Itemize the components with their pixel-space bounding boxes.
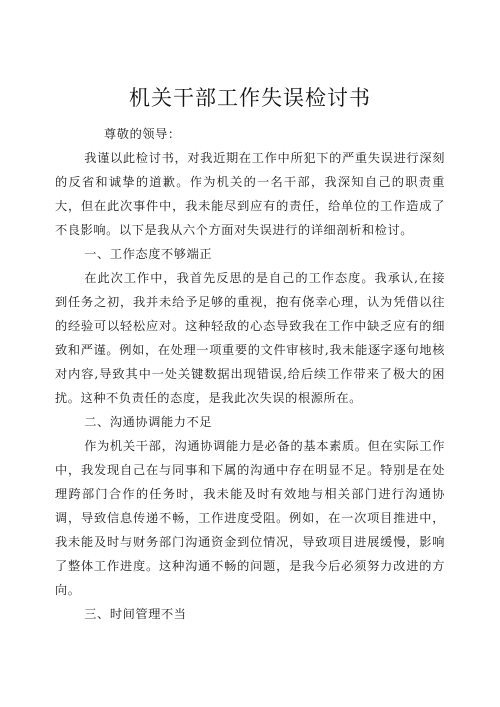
section-1-paragraph: 在此次工作中，我首先反思的是自己的工作态度。我承认,在接到任务之初，我并未给予足够的重视，抱有侥幸心理，认为凭借以往的经验可以轻松应对。这种轻敌的心态导致我在工作中缺乏应有的细致和严谨。例如，在处理一项重要的文件审核时,我未能逐字逐句地核对内容,导致其中一处关键数据出现错误,给后续工作带来了极大的困扰。这种不负责任的态度，是我此次失误的根源所在。 (55, 271, 445, 405)
salutation: 尊敬的领导： (104, 127, 181, 141)
section-3-heading: 三、时间管理不当 (84, 607, 187, 621)
document-body (55, 122, 445, 626)
intro-paragraph: 我谨以此检讨书，对我近期在工作中所犯下的严重失误进行深刻的反省和诚挚的道歉。作为机关的一名干部，我深知自己的职责重大，但在此次事件中，我未能尽到应有的责任，给单位的工作造成了不良影响。以下是我从六个方面对失误进行的详细剖析和检讨。 (55, 151, 445, 237)
document-title: 机关干部工作失误检讨书 (129, 86, 371, 110)
section-2-paragraph: 作为机关干部，沟通协调能力是必备的基本素质。但在实际工作中，我发现自己在与同事和下属的沟通中存在明显不足。特别是在处理跨部门合作的任务时，我未能及时有效地与相关部门进行沟通协调，导致信息传递不畅，工作进度受阻。例如，在一次项目推进中，我未能及时与财务部门沟通资金到位情况，导致项目进展缓慢，影响了整体工作进度。这种沟通不畅的问题，是我今后必须努力改进的方向。 (55, 439, 445, 597)
section-1-heading: 一、工作态度不够端正 (84, 247, 213, 261)
section-2-heading: 二、沟通协调能力不足 (84, 415, 213, 429)
